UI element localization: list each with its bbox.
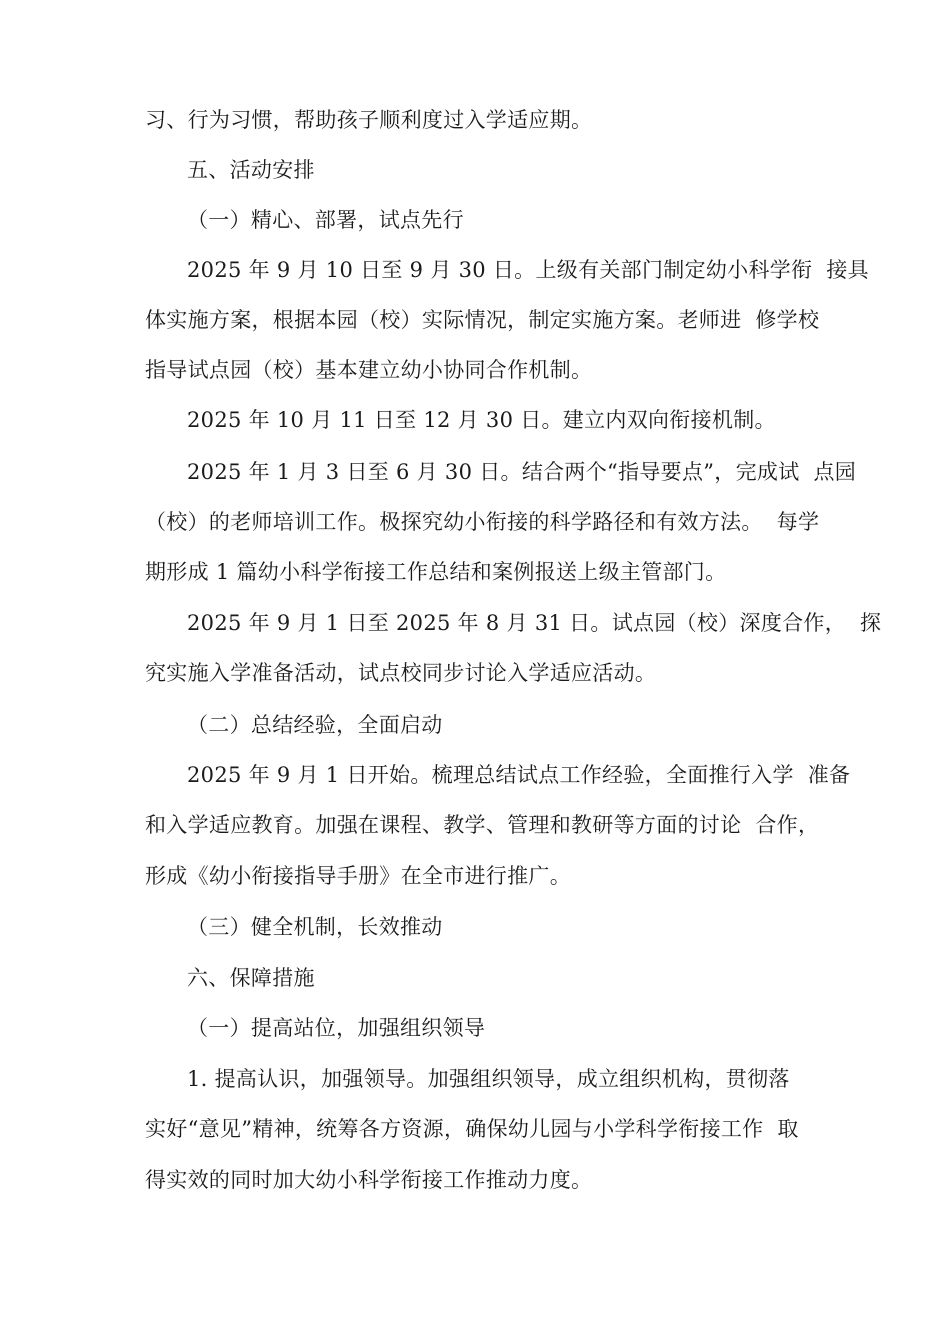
section-heading: 五、活动安排 — [187, 158, 315, 182]
paragraph-line: 和入学适应教育。加强在课程、教学、管理和教研等方面的讨论 合作， — [145, 813, 820, 837]
subsection-heading: （一）精心、部署，试点先行 — [187, 208, 464, 232]
paragraph-line: （校）的老师培训工作。极探究幼小衔接的科学路径和有效方法。 每学 — [145, 510, 820, 534]
paragraph-line: 指导试点园（校）基本建立幼小协同合作机制。 — [145, 358, 593, 382]
paragraph-line: 体实施方案，根据本园（校）实际情况，制定实施方案。老师进 修学校 — [145, 308, 820, 332]
paragraph-line: 得实效的同时加大幼小科学衔接工作推动力度。 — [145, 1168, 593, 1192]
paragraph-line: 2025 年 9 月 10 日至 9 月 30 日。上级有关部门制定幼小科学衔 接具 — [187, 258, 869, 282]
paragraph-line: 实好“意见”精神，统筹各方资源，确保幼儿园与小学科学衔接工作 取 — [145, 1117, 799, 1141]
paragraph-line: 2025 年 1 月 3 日至 6 月 30 日。结合两个“指导要点”，完成试 点园 — [187, 460, 857, 484]
subsection-heading: （一）提高站位，加强组织领导 — [187, 1016, 486, 1040]
paragraph-line: 形成《幼小衔接指导手册》在全市进行推广。 — [145, 864, 571, 888]
subsection-heading: （二）总结经验，全面启动 — [187, 713, 443, 737]
paragraph-line: 2025 年 9 月 1 日至 2025 年 8 月 31 日。试点园（校）深度合作， 探 — [187, 611, 882, 635]
section-heading: 六、保障措施 — [187, 966, 315, 990]
paragraph-line: 究实施入学准备活动，试点校同步讨论入学适应活动。 — [145, 661, 657, 685]
paragraph-line: 1. 提高认识，加强领导。加强组织领导，成立组织机构，贯彻落 — [187, 1067, 790, 1091]
paragraph-line: 2025 年 10 月 11 日至 12 月 30 日。建立内双向衔接机制。 — [187, 408, 776, 432]
paragraph-line: 期形成 1 篇幼小科学衔接工作总结和案例报送上级主管部门。 — [145, 560, 727, 584]
paragraph-line: 习、行为习惯，帮助孩子顺利度过入学适应期。 — [145, 108, 593, 132]
subsection-heading: （三）健全机制，长效推动 — [187, 915, 443, 939]
paragraph-line: 2025 年 9 月 1 日开始。梳理总结试点工作经验，全面推行入学 准备 — [187, 763, 851, 787]
